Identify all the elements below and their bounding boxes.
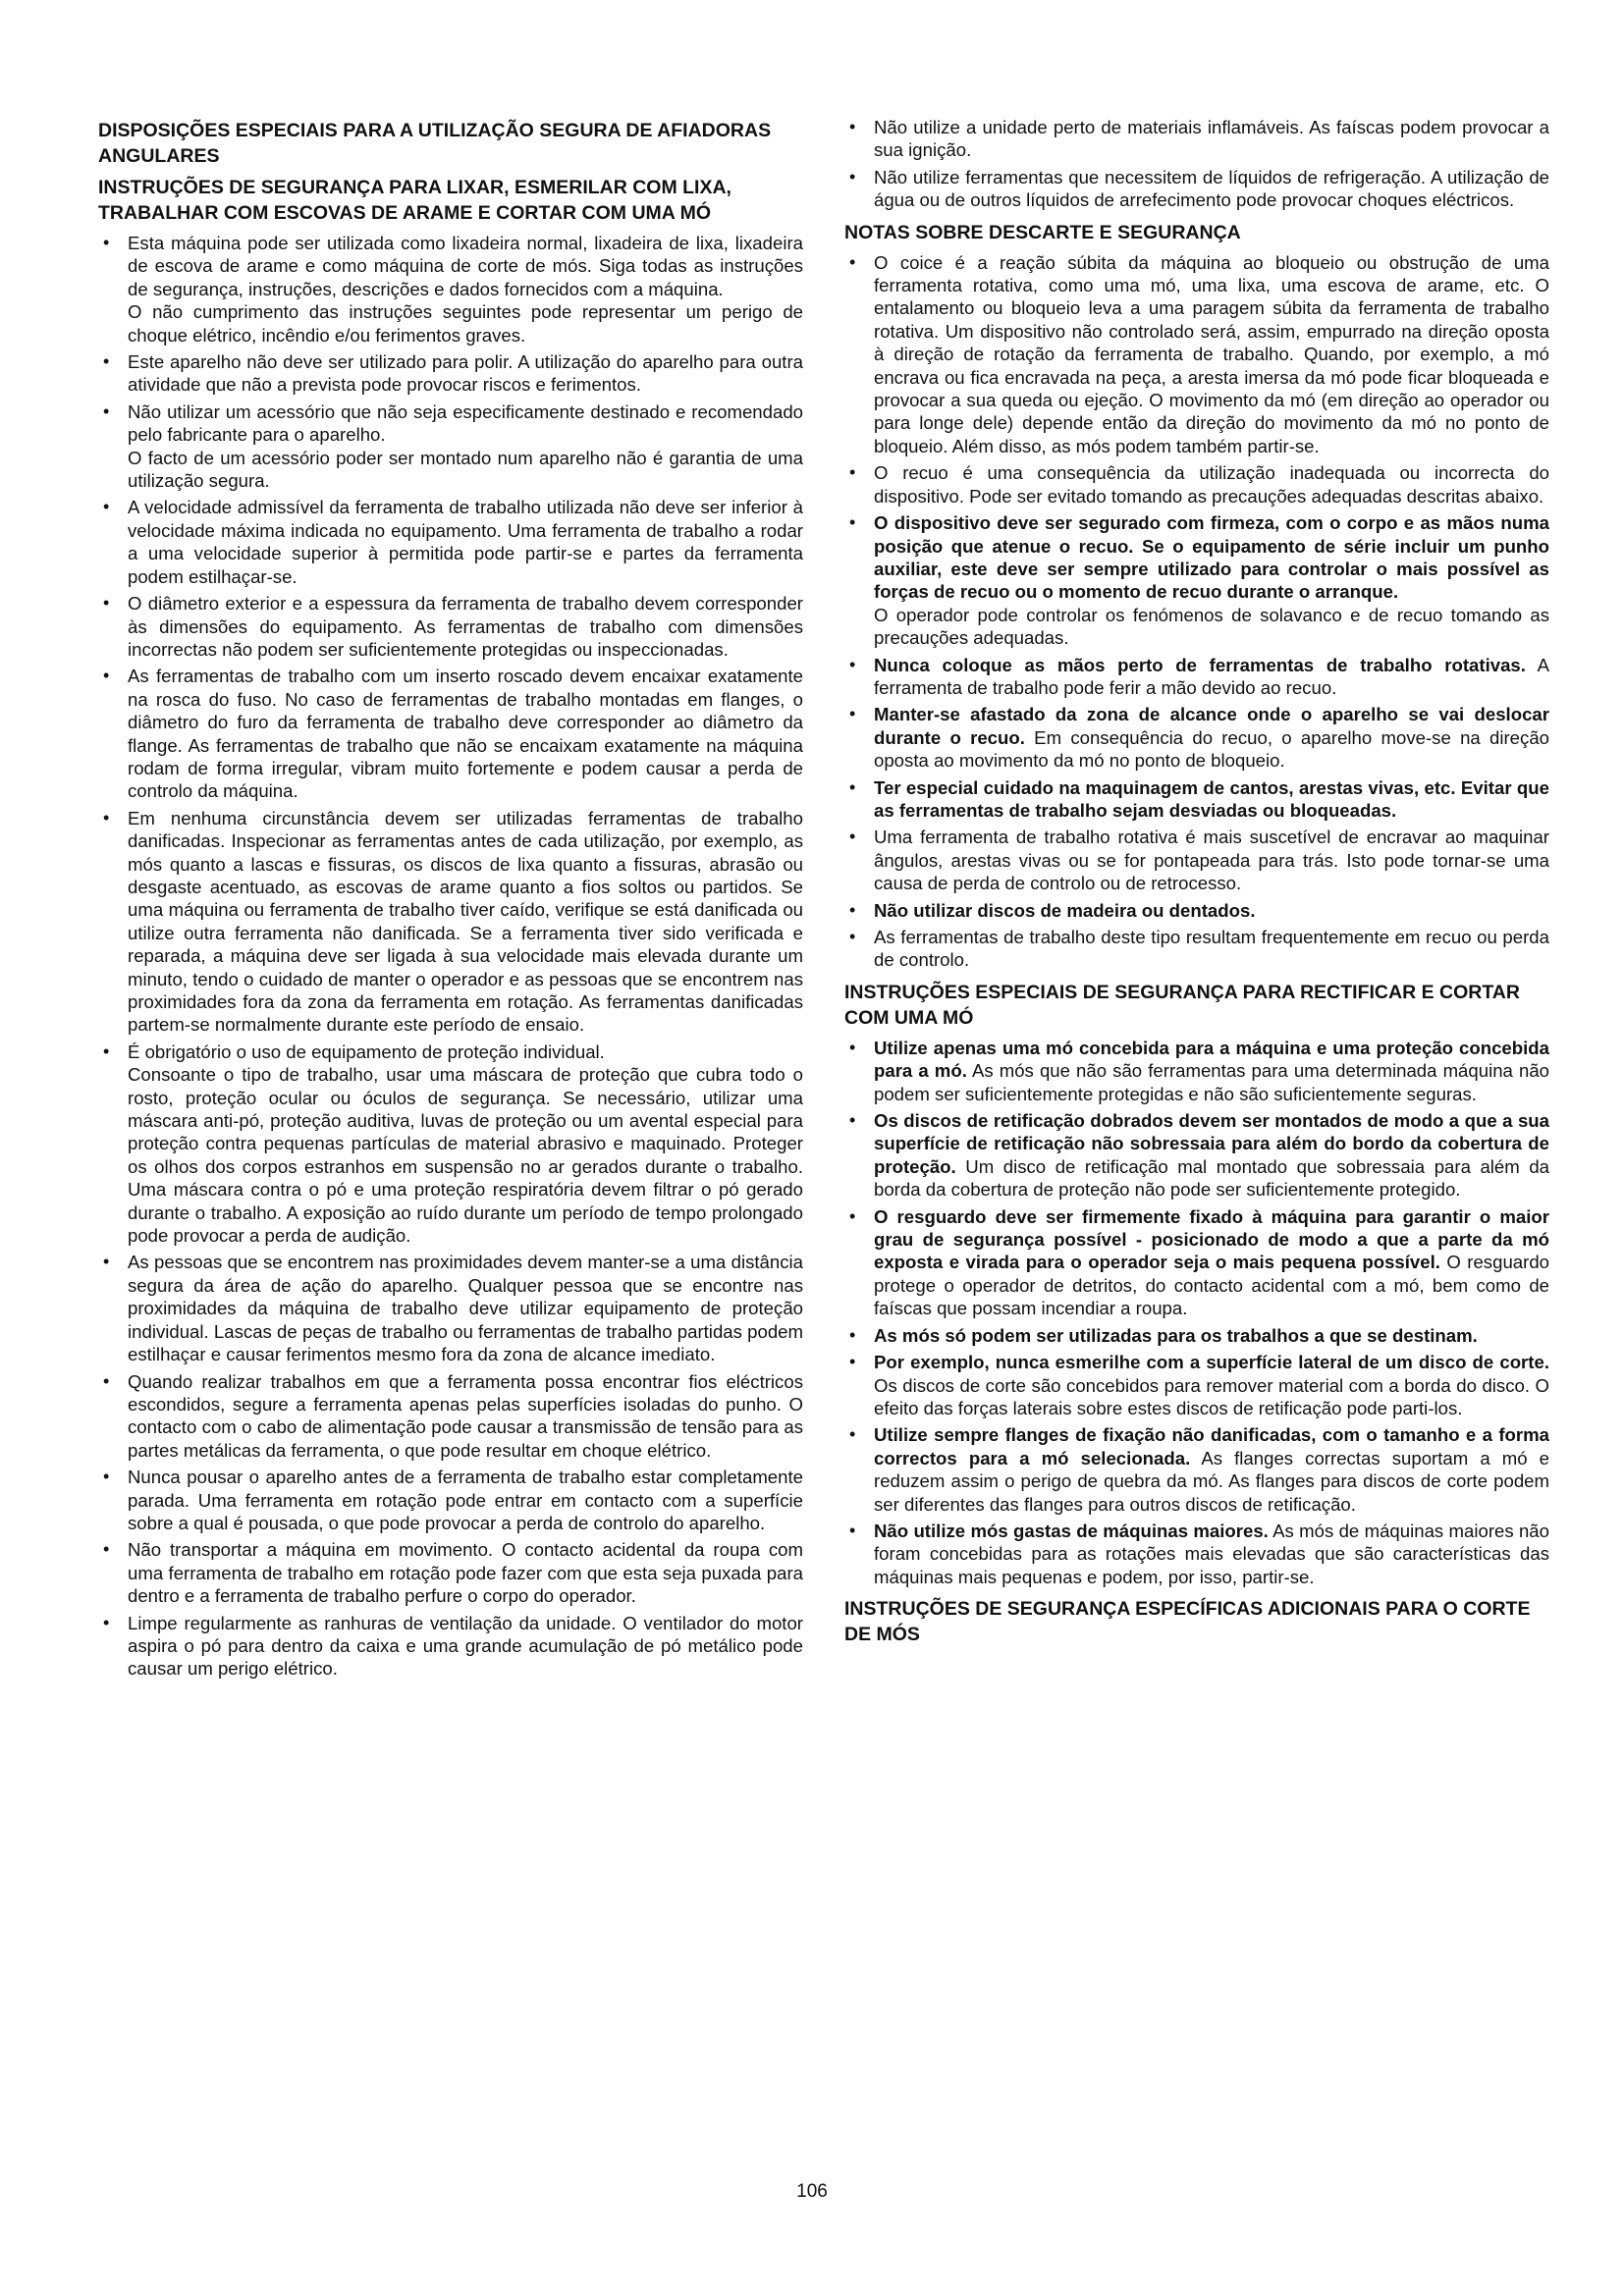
left-bullet-list xyxy=(98,232,803,1681)
list-item: • As ferramentas de trabalho deste tipo resultam frequentemente em recuo ou perda de controlo. xyxy=(844,926,1549,972)
section-heading-grinding-cutting: INSTRUÇÕES ESPECIAIS DE SEGURANÇA PARA RECTIFICAR E CORTAR COM UMA MÓ xyxy=(844,981,1520,1029)
list-item: • Em nenhuma circunstância devem ser utilizadas ferramentas de trabalho danificadas. Inspecionar as ferramentas antes de cada utilização, por exemplo, as mós quanto a lascas e fissuras, os discos de lixa quanto a fissuras, abrasão ou desgaste acentuado, as escovas de arame quanto a fios soltos ou partidos. Se uma máquina ou ferramenta de trabalho tiver caído, verifique se está danificada ou utilize outra ferramenta não danificada. Se a ferramenta tiver sido verificada e reparada, a máquina deve ser ligada à sua velocidade mais elevada durante um minuto, tendo o cuidado de manter o operador e as pessoas que se encontrem nas proximidades fora da zona da ferramenta em rotação. As ferramentas danificadas partem-se normalmente durante este período de ensaio. xyxy=(98,807,803,1037)
list-item: • Não utilizar discos de madeira ou dentados. xyxy=(844,899,1549,922)
list-item: • O resguardo deve ser firmemente fixado à máquina para garantir o maior grau de segurança possível - posicionado de modo a que a parte da mó exposta e virada para o operador seja o mais pequena possível. O resguardo protege o operador de detritos, do contacto acidental com a mó, bem como de faíscas que possam incendiar a roupa. xyxy=(844,1205,1549,1320)
left-column xyxy=(98,118,803,1688)
list-item: • A velocidade admissível da ferramenta de trabalho utilizada não deve ser inferior à velocidade máxima indicada no equipamento. Uma ferramenta de trabalho a rodar a uma velocidade superior à permitida pode partir-se e partes da ferramenta podem estilhaçar-se. xyxy=(98,496,803,588)
list-item: • Os discos de retificação dobrados devem ser montados de modo a que a sua superfície de retificação não sobressaia para além do bordo da cobertura de proteção. Um disco de retificação mal montado que sobressaia para além da borda da cobertura de proteção não pode ser suficientemente protegido. xyxy=(844,1109,1549,1201)
list-item: • Não utilizar um acessório que não seja especificamente destinado e recomendado pelo fabricante para o aparelho. O facto de um acessório poder ser montado num aparelho não é garantia de uma utilização segura. xyxy=(98,400,803,493)
section-heading-disposal-safety-notes: NOTAS SOBRE DESCARTE E SEGURANÇA xyxy=(844,221,1241,243)
list-item: • Não utilize a unidade perto de materiais inflamáveis. As faíscas podem provocar a sua ignição. xyxy=(844,116,1549,162)
right-column xyxy=(844,116,1549,1653)
list-item: • Esta máquina pode ser utilizada como lixadeira normal, lixadeira de lixa, lixadeira de escova de arame e como máquina de corte de mós. Siga todas as instruções de segurança, instruções, descrições e dados fornecidos com a máquina. O não cumprimento das instruções seguintes pode representar um perigo de choque elétrico, incêndio e/ou ferimentos graves. xyxy=(98,232,803,347)
list-item: • O coice é a reação súbita da máquina ao bloqueio ou obstrução de uma ferramenta rotativa, como uma mó, uma lixa, uma escova de arame, etc. O entalamento ou bloqueio leva a uma paragem súbita da ferramenta de trabalho rotativa. Um dispositivo não controlado será, assim, empurrado na direção oposta à direção de rotação da ferramenta de trabalho. Quando, por exemplo, a mó encrava ou fica encravada na peça, a aresta imersa da mó pode ficar bloqueada e provocar a sua queda ou ejeção. O movimento da mó (em direção ao operador ou para longe dele) depende então da direção do movimento da mó no ponto de bloqueio. Além disso, as mós podem também partir-se. xyxy=(844,251,1549,458)
list-item: • Uma ferramenta de trabalho rotativa é mais suscetível de encravar ao maquinar ângulos, arestas vivas ou se for pontapeada para trás. Isto pode tornar-se uma causa de perda de controlo ou de retrocesso. xyxy=(844,826,1549,894)
list-item: • Quando realizar trabalhos em que a ferramenta possa encontrar fios eléctricos escondidos, segure a ferramenta apenas pelas superfícies isoladas do punho. O contacto com o cabo de alimentação pode causar a transmissão de tensão para as partes metálicas da ferramenta, o que pode resultar em choque elétrico. xyxy=(98,1370,803,1463)
list-item: • Não transportar a máquina em movimento. O contacto acidental da roupa com uma ferramenta de trabalho em rotação pode fazer com que esta seja puxada para dentro e a ferramenta de trabalho perfure o corpo do operador. xyxy=(98,1538,803,1607)
section-heading-cutting-discs: INSTRUÇÕES DE SEGURANÇA ESPECÍFICAS ADICIONAIS PARA O CORTE DE MÓS xyxy=(844,1598,1531,1646)
list-item: • Limpe regularmente as ranhuras de ventilação da unidade. O ventilador do motor aspira o pó para dentro da caixa e uma grande acumulação de pó metálico pode causar um perigo elétrico. xyxy=(98,1612,803,1681)
page-number: 106 xyxy=(796,2181,828,2202)
list-item: • As ferramentas de trabalho com um inserto roscado devem encaixar exatamente na rosca do fuso. No caso de ferramentas de trabalho montadas em flanges, o diâmetro do furo da ferramenta de trabalho deve corresponder ao diâmetro da flange. As ferramentas de trabalho que não se encaixam exatamente na máquina rodam de forma irregular, vibram muito fortemente e podem causar a perda de controlo da máquina. xyxy=(98,665,803,802)
list-item: • Por exemplo, nunca esmerilhe com a superfície lateral de um disco de corte. Os discos de corte são concebidos para remover material com a borda do disco. O efeito das forças laterais sobre estes discos de retificação pode parti-los. xyxy=(844,1351,1549,1419)
list-item: • Ter especial cuidado na maquinagem de cantos, arestas vivas, etc. Evitar que as ferramentas de trabalho sejam desviadas ou bloqueadas. xyxy=(844,776,1549,823)
list-item: • As pessoas que se encontrem nas proximidades devem manter-se a uma distância segura da área de ação do aparelho. Qualquer pessoa que se encontre nas proximidades da máquina de trabalho deve utilizar equipamento de proteção individual. Lascas de peças de trabalho ou ferramentas de trabalho partidas podem estilhaçar e causar ferimentos mesmo fora da zona de alcance imediato. xyxy=(98,1251,803,1365)
list-item: • Utilize apenas uma mó concebida para a máquina e uma proteção concebida para a mó. As mós que não são ferramentas para uma determinada máquina não podem ser suficientemente protegidas e não são suficientemente seguras. xyxy=(844,1037,1549,1105)
list-item: • O recuo é uma consequência da utilização inadequada ou incorrecta do dispositivo. Pode ser evitado tomando as precauções adequadas descritas abaixo. xyxy=(844,461,1549,507)
right-top-bullet-list xyxy=(844,116,1549,212)
section-heading-angle-grinders: DISPOSIÇÕES ESPECIAIS PARA A UTILIZAÇÃO SEGURA DE AFIADORAS ANGULARES xyxy=(98,120,772,167)
list-item: • Não utilize ferramentas que necessitem de líquidos de refrigeração. A utilização de água ou de outros líquidos de arrefecimento pode provocar choques eléctricos. xyxy=(844,166,1549,212)
list-item: • Nunca pousar o aparelho antes de a ferramenta de trabalho estar completamente parada. Uma ferramenta em rotação pode entrar em contacto com a superfície sobre a qual é pousada, o que pode provocar a perda de controlo do aparelho. xyxy=(98,1466,803,1534)
grinding-bullet-list xyxy=(844,1037,1549,1588)
list-item: • O diâmetro exterior e a espessura da ferramenta de trabalho devem corresponder às dimensões do equipamento. As ferramentas de trabalho com dimensões incorrectas não podem ser suficientemente protegidas ou inspeccionadas. xyxy=(98,592,803,661)
list-item: • Manter-se afastado da zona de alcance onde o aparelho se vai deslocar durante o recuo. Em consequência do recuo, o aparelho move-se na direção oposta ao movimento da mó no ponto de bloqueio. xyxy=(844,703,1549,772)
list-item: • Nunca coloque as mãos perto de ferramentas de trabalho rotativas. A ferramenta de trabalho pode ferir a mão devido ao recuo. xyxy=(844,654,1549,700)
list-item: • É obrigatório o uso de equipamento de proteção individual. Consoante o tipo de trabalho, usar uma máscara de proteção que cubra todo o rosto, proteção ocular ou óculos de segurança. Se necessário, utilizar uma máscara anti-pó, proteção auditiva, luvas de proteção ou um avental especial para proteção contra pequenas partículas de material abrasivo e maquinado. Proteger os olhos dos corpos estranhos em suspensão no ar gerados durante o trabalho. Uma máscara contra o pó e uma proteção respiratória devem filtrar o pó gerado durante o trabalho. A exposição ao ruído durante um período de tempo prolongado pode provocar a perda de audição. xyxy=(98,1041,803,1248)
list-item: • Este aparelho não deve ser utilizado para polir. A utilização do aparelho para outra atividade que não a prevista pode provocar riscos e ferimentos. xyxy=(98,350,803,397)
list-item: • As mós só podem ser utilizadas para os trabalhos a que se destinam. xyxy=(844,1324,1549,1347)
list-item: • O dispositivo deve ser segurado com firmeza, com o corpo e as mãos numa posição que atenue o recuo. Se o equipamento de série incluir um punho auxiliar, este deve ser sempre utilizado para controlar o mais possível as forças de recuo ou o momento de recuo durante o arranque. O operador pode controlar os fenómenos de solavanco e de recuo tomando as precauções adequadas. xyxy=(844,511,1549,649)
section-heading-sanding-instructions: INSTRUÇÕES DE SEGURANÇA PARA LIXAR, ESMERILAR COM LIXA, TRABALHAR COM ESCOVAS DE ARAME E CORTAR COM UMA MÓ xyxy=(98,177,731,224)
list-item: • Não utilize mós gastas de máquinas maiores. As mós de máquinas maiores não foram concebidas para as rotações mais elevadas que são características das máquinas mais pequenas e podem, por isso, partir-se. xyxy=(844,1520,1549,1588)
list-item: • Utilize sempre flanges de fixação não danificadas, com o tamanho e a forma correctos para a mó selecionada. As flanges correctas suportam a mó e reduzem assim o perigo de quebra da mó. As flanges para discos de corte podem ser diferentes das flanges para outros discos de retificação. xyxy=(844,1423,1549,1516)
notes-bullet-list xyxy=(844,251,1549,972)
